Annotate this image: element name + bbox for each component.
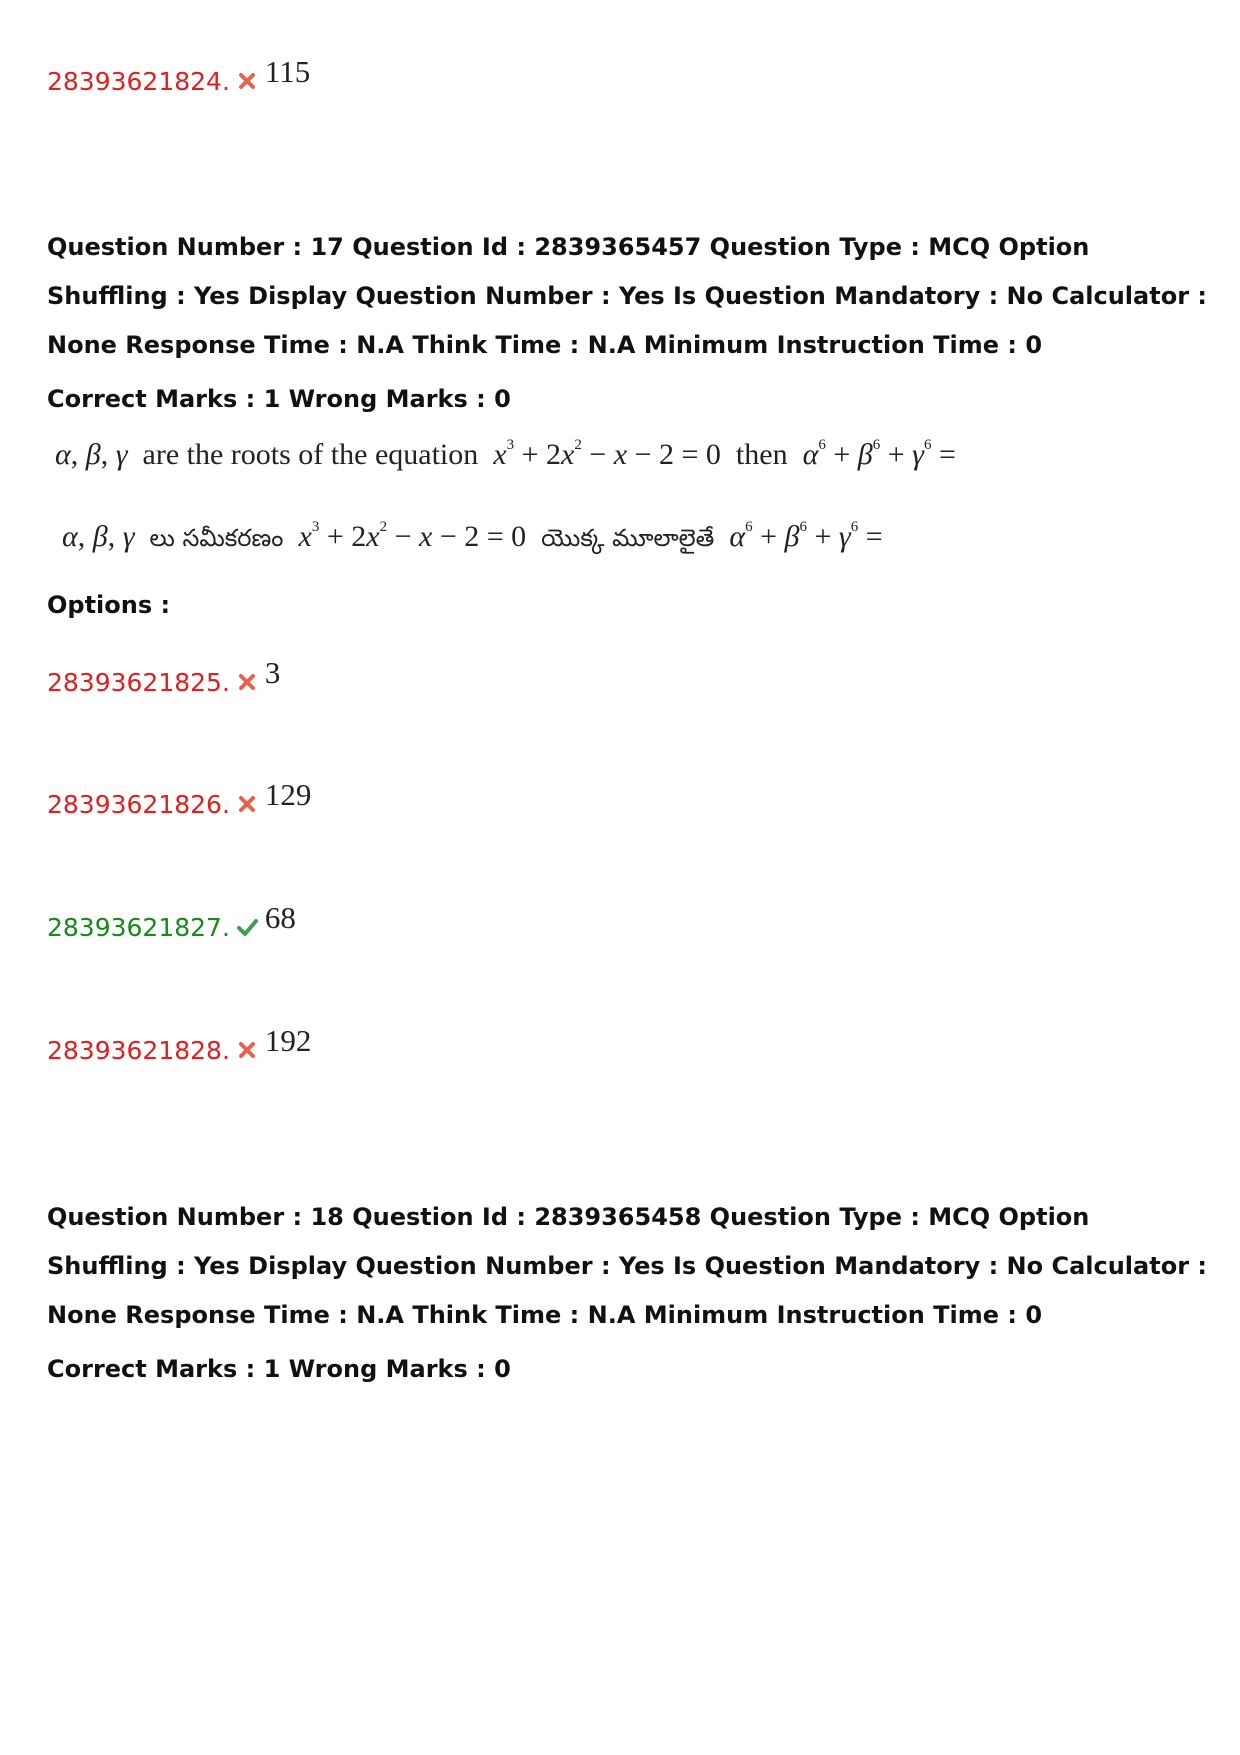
- option-row: [47, 900, 296, 944]
- question-18-meta: Question Number : 18 Question Id : 2839365458 Question Type : MCQ Option Shuffling : Yes Display Question Number : Yes Is Question Mandatory : No Calculator : None Response Time : N.A Think Time : N.A Minimum Instruction Time : 0: [47, 1203, 1207, 1329]
- cross-icon: [236, 671, 258, 693]
- option-id: 28393621827.: [47, 913, 230, 942]
- option-id: 28393621826.: [47, 790, 230, 819]
- option-row: [47, 54, 311, 98]
- question-17-english: α, β, γ are the roots of the equation $x^3 + 2x^2 - x - 2 = 0$ then $\alpha^6 + \beta^6 + \gamma^6$ =: [55, 437, 956, 471]
- option-id: 28393621828.: [47, 1036, 230, 1065]
- cross-icon: [236, 70, 258, 92]
- question-17-meta: Question Number : 17 Question Id : 2839365457 Question Type : MCQ Option Shuffling : Yes Display Question Number : Yes Is Question Mandatory : No Calculator : None Response Time : N.A Think Time : N.A Minimum Instruction Time : 0: [47, 233, 1207, 359]
- option-row: [47, 655, 281, 699]
- option-value: 192: [264, 1023, 312, 1058]
- question-text-te-suffix: యొక్క మూలాలైతే: [541, 524, 715, 552]
- option-value: 68: [264, 900, 296, 935]
- check-icon: [236, 916, 258, 938]
- cross-icon: [236, 793, 258, 815]
- option-id: 28393621825.: [47, 668, 230, 697]
- option-value: 129: [264, 777, 312, 812]
- question-text-te-prefix: లు సమీకరణం: [149, 524, 284, 552]
- question-text-en: are the roots of the equation: [142, 438, 479, 471]
- option-row: [47, 777, 312, 821]
- question-17-telugu: α, β, γ లు సమీకరణం $x^3 + 2x^2 - x - 2 = 0$ యొక్క మూలాలైతే $\alpha^6 + \beta^6 + \gamma^6$ =: [62, 519, 883, 553]
- option-id: 28393621824.: [47, 67, 230, 96]
- options-label: Options :: [47, 591, 171, 619]
- option-value: 3: [264, 655, 281, 690]
- question-17-marks: Correct Marks : 1 Wrong Marks : 0: [47, 385, 511, 413]
- question-text-then: then: [735, 438, 788, 471]
- option-row: [47, 1023, 312, 1067]
- cross-icon: [236, 1039, 258, 1061]
- option-value: 115: [264, 54, 311, 89]
- question-18-marks: Correct Marks : 1 Wrong Marks : 0: [47, 1355, 511, 1383]
